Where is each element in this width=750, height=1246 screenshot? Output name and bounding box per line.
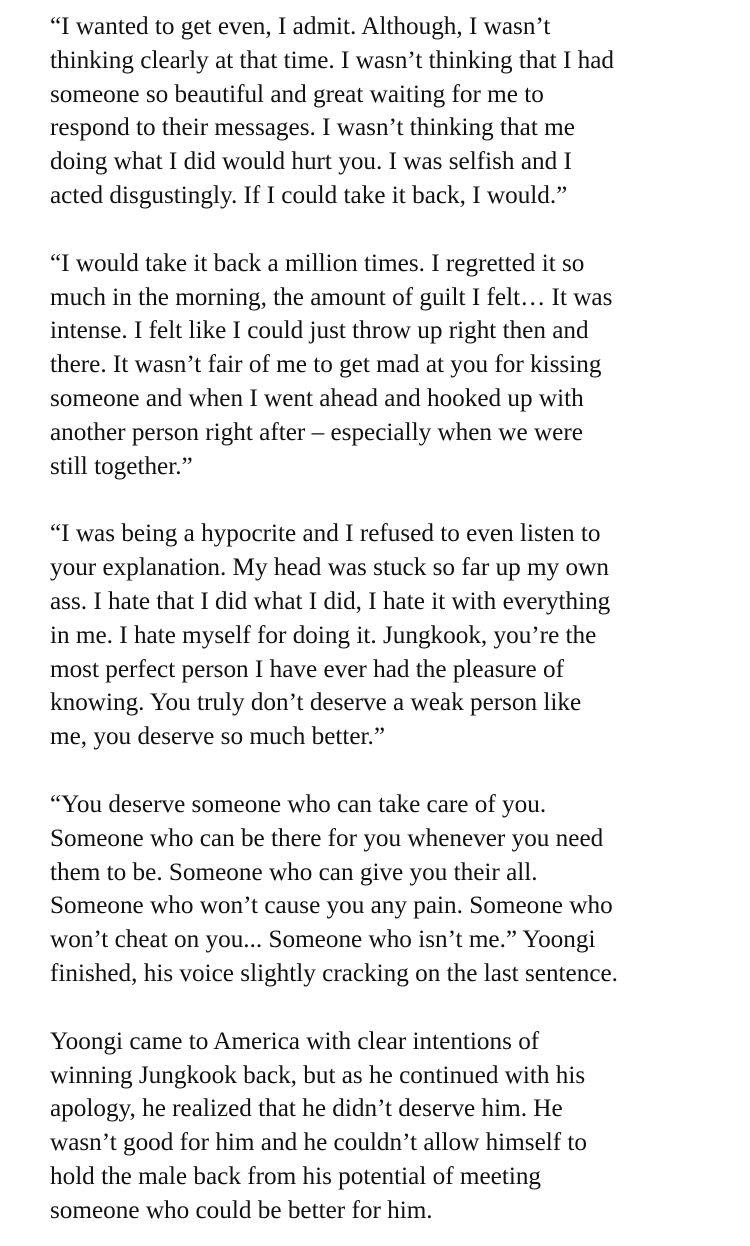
text-line: wasn’t good for him and he couldn’t allow himself to [50, 1129, 588, 1157]
text-line: someone so beautiful and great waiting for me to [50, 80, 544, 108]
text-line: ass. I hate that I did what I did, I hate it with everything [50, 587, 611, 615]
text-line: respond to their messages. I wasn’t thinking that me [50, 114, 575, 142]
text-line: someone who could be better for him. [50, 1196, 433, 1224]
text-line: someone and when I went ahead and hooked up with [50, 384, 584, 412]
text-line: apology, he realized that he didn’t deserve him. He [50, 1095, 563, 1123]
paragraph-1 [50, 10, 736, 213]
paragraph-3 [50, 517, 736, 754]
text-line: most perfect person I have ever had the pleasure of [50, 655, 565, 683]
text-line: “I was being a hypocrite and I refused to even listen to [50, 520, 601, 548]
text-line: hold the male back from his potential of meeting [50, 1162, 542, 1190]
paragraph-2 [50, 247, 736, 484]
text-line: still together.” [50, 452, 193, 480]
text-line: there. It wasn’t fair of me to get mad at you for kissing [50, 351, 602, 379]
text-line: another person right after – especially when we were [50, 418, 583, 446]
text-line: Someone who won’t cause you any pain. Someone who [50, 892, 613, 920]
text-line: your explanation. My head was stuck so far up my own [50, 554, 609, 582]
text-line: “I would take it back a million times. I regretted it so [50, 249, 585, 277]
text-line: them to be. Someone who can give you their all. [50, 858, 538, 886]
paragraph-4 [50, 788, 736, 991]
paragraph-5 [50, 1025, 736, 1228]
text-line: won’t cheat on you... Someone who isn’t me.” Yoongi [50, 926, 596, 954]
text-line: thinking clearly at that time. I wasn’t thinking that I had [50, 46, 615, 74]
text-line: me, you deserve so much better.” [50, 723, 386, 751]
text-line: “I wanted to get even, I admit. Although, I wasn’t [50, 13, 551, 40]
text-line: winning Jungkook back, but as he continued with his [50, 1061, 586, 1089]
text-line: much in the morning, the amount of guilt I felt… It was [50, 283, 613, 311]
text-line: Someone who can be there for you whenever you need [50, 824, 604, 852]
text-line: finished, his voice slightly cracking on the last sentence. [50, 959, 618, 987]
text-line: doing what I did would hurt you. I was selfish and I [50, 148, 572, 176]
text-line: Yoongi came to America with clear intentions of [50, 1027, 540, 1055]
text-line: in me. I hate myself for doing it. Jungkook, you’re the [50, 621, 597, 649]
text-line: intense. I felt like I could just throw up right then and [50, 317, 589, 345]
text-line: knowing. You truly don’t deserve a weak person like [50, 689, 582, 717]
text-line: acted disgustingly. If I could take it back, I would.” [50, 181, 568, 209]
text-line: “You deserve someone who can take care of you. [50, 790, 547, 818]
